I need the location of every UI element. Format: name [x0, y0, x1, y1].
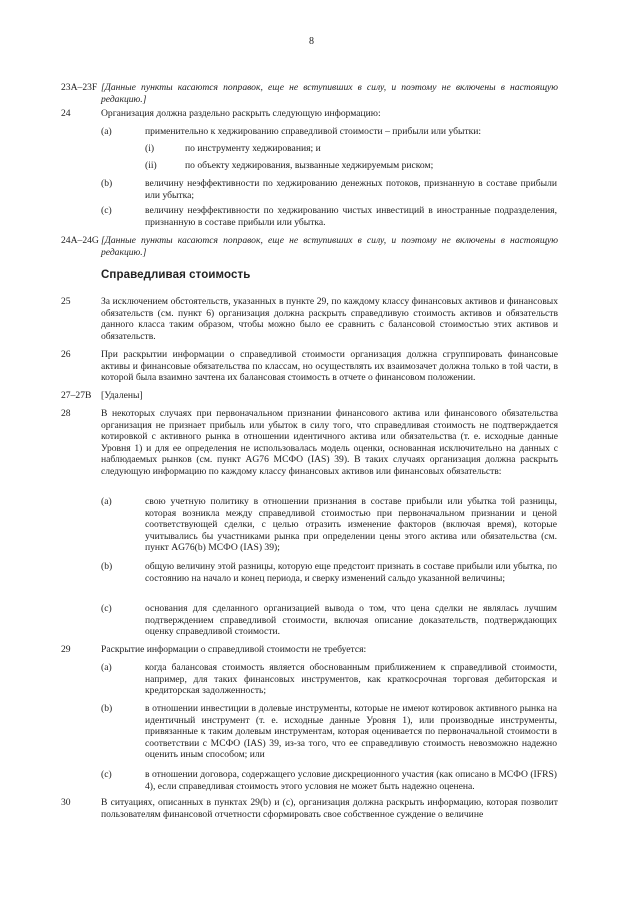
- list-item-text: по инструменту хеджирования; и: [185, 143, 321, 154]
- list-item-text: основания для сделанного организацией вывода о том, что цена сделки не являлась лучшим подтверждением справедливой стоимости, включая описание доказательств, подтверждающих оценку справедливой стоимости.: [145, 603, 557, 638]
- section-heading: Справедливая стоимость: [101, 269, 251, 281]
- list-label: (c): [101, 769, 112, 780]
- list-label: (a): [101, 496, 112, 507]
- paragraph-text: При раскрытии информации о справедливой стоимости организация должна сгруппировать финансовые активы и финансовые обязательства по классам, но осуществлять их взаимозачет должна только в той части, в которой была взаимно зачтена их балансовая стоимость в отчете о финансовом положении.: [101, 349, 558, 384]
- paragraph-number: 28: [61, 408, 71, 419]
- paragraph-text: В ситуациях, описанных в пунктах 29(b) и (c), организация должна раскрыть информацию, которая позволит пользователям финансовой отчетности сформировать свое собственное суждение о величине: [101, 797, 558, 820]
- list-item-text: в отношении договора, содержащего условие дискреционного участия (как описано в МСФО (IFRS) 4), если справедливая стоимость этого условия не может быть надежно оценена.: [145, 769, 557, 792]
- paragraph-text: В некоторых случаях при первоначальном признании финансового актива или финансового обязательства организация не признает прибыль или убыток в силу того, что справедливая стоимость не подтверждается котировкой с активного рынка в отношении идентичного актива или обязательства (т. е. исходные данные Уровня 1) и для ее определения не использовалась модель оценки, основанная исключительно на данных с наблюдаемых рынков (см. пункт AG76 МСФО (IAS) 39). В таких случаях организация должна раскрыть следующую информацию по каждому классу финансовых активов или финансовых обязательств:: [101, 408, 558, 477]
- list-item-text: применительно к хеджированию справедливой стоимости – прибыли или убытки:: [145, 126, 482, 137]
- list-item-text: свою учетную политику в отношении признания в составе прибыли или убытка той разницы, которая возникла между справедливой стоимостью при первоначальном признании и ценой соответствующей сделки, с целью отразить изменение факторов (включая время), которые учитывались бы участниками рынка при определении цены этого актива или обязательства (см. пункт AG76(b) МСФО (IAS) 39);: [145, 496, 557, 554]
- list-label: (c): [101, 603, 112, 614]
- list-label: (c): [101, 205, 112, 216]
- list-item-text: величину неэффективности по хеджированию денежных потоков, признанную в составе прибыли или убытка;: [145, 178, 557, 201]
- list-item-text: в отношении инвестиции в долевые инструменты, которые не имеют котировок активного рынка на идентичный инструмент (т. е. исходные данные Уровня 1), или производные инструменты, привязанные к таким долевым инструментам, которая оценивается по первоначальной стоимости в соответствии с МСФО (IAS) 39, из-за того, что ее справедливую стоимость невозможно надежно оценить иным способом; или: [145, 703, 557, 761]
- paragraph-number: 29: [61, 644, 71, 655]
- list-label: (b): [101, 178, 113, 189]
- paragraph-text: За исключением обстоятельств, указанных в пункте 29, по каждому классу финансовых активов и финансовых обязательств (см. пункт 6) организация должна раскрыть справедливую стоимость активов и обязательств данного класса таким образом, чтобы можно было ее сравнить с балансовой стоимостью этих активов и обязательств.: [101, 296, 558, 342]
- list-label: (a): [101, 126, 112, 137]
- paragraph-number: 30: [61, 797, 71, 808]
- paragraph-text: [Данные пункты касаются поправок, еще не вступивших в силу, и поэтому не включены в настоящую редакцию.]: [101, 82, 558, 105]
- paragraph-number: 27–27B: [61, 390, 92, 401]
- paragraph-number: 26: [61, 349, 71, 360]
- paragraph-number: 24: [61, 108, 71, 119]
- paragraph-number: 24A–24G: [61, 235, 99, 246]
- paragraph-text: [Удалены]: [101, 390, 143, 401]
- list-label: (b): [101, 561, 113, 572]
- list-item-text: по объекту хеджирования, вызванные хеджируемым риском;: [185, 160, 434, 171]
- list-label: (b): [101, 703, 113, 714]
- paragraph-text: Организация должна раздельно раскрыть следующую информацию:: [101, 108, 381, 119]
- paragraph-number: 25: [61, 296, 71, 307]
- paragraph-number: 23A–23F: [61, 82, 98, 93]
- page-number: 8: [309, 36, 314, 47]
- paragraph-text: [Данные пункты касаются поправок, еще не вступивших в силу, и поэтому не включены в настоящую редакцию.]: [101, 235, 558, 258]
- list-label: (ii): [145, 160, 157, 171]
- list-item-text: когда балансовая стоимость является обоснованным приближением к справедливой стоимости, например, для таких финансовых инструментов, как краткосрочная торговая дебиторская и кредиторская задолженность;: [145, 662, 557, 697]
- list-label: (a): [101, 662, 112, 673]
- list-label: (i): [145, 143, 155, 154]
- list-item-text: величину неэффективности по хеджированию чистых инвестиций в иностранные подразделения, признанную в составе прибыли или убытка.: [145, 205, 557, 228]
- list-item-text: общую величину этой разницы, которую еще предстоит признать в составе прибыли или убытка, по состоянию на начало и конец периода, и сверку изменений сальдо указанной величины;: [145, 561, 557, 584]
- paragraph-text: Раскрытие информации о справедливой стоимости не требуется:: [101, 644, 367, 655]
